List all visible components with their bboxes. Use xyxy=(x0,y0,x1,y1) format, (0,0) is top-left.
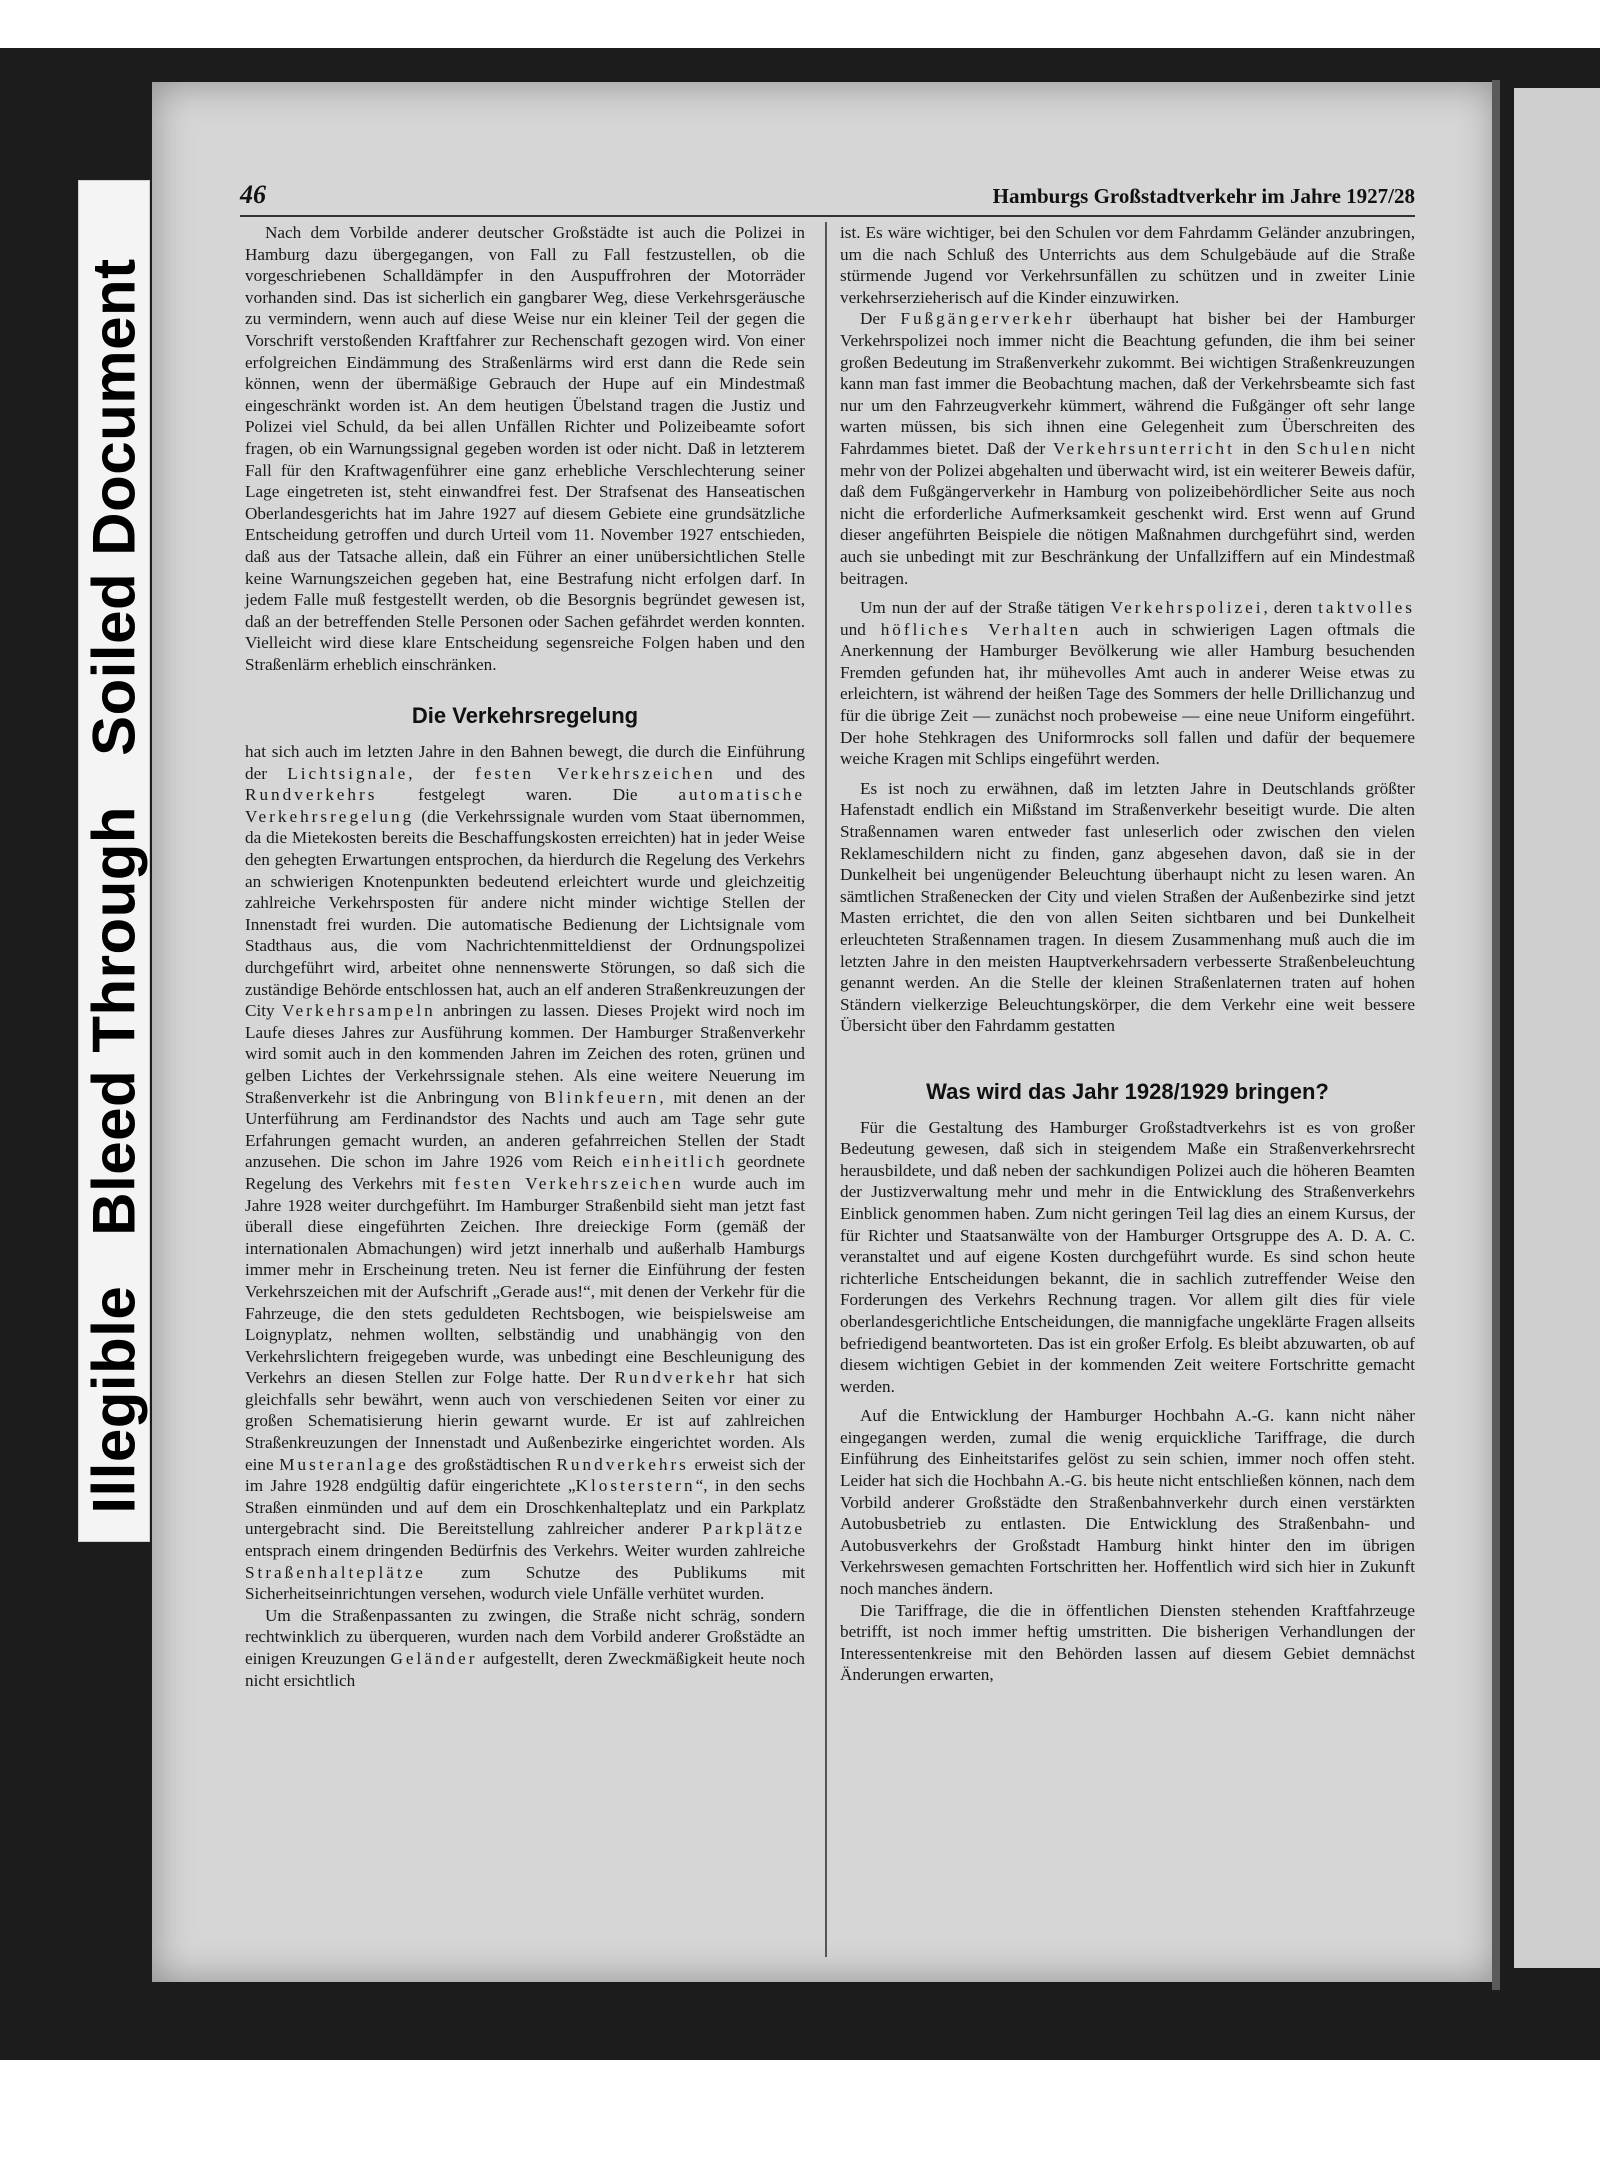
column-divider xyxy=(825,222,827,1957)
adjacent-page-edge xyxy=(1514,88,1600,1968)
label-illegible: Illegible xyxy=(80,1285,148,1514)
top-margin xyxy=(0,0,1600,48)
paragraph: Für die Gestaltung des Hamburger Großstadtverkehrs ist es von großer Bedeutung gewesen, daß sich in steigendem Maße ein Straßenverkehrsrecht herausbildete, und daß neben der sachkundigen Polizei auch die höheren Beamten der Justizverwaltung mehr und mehr in die Entwicklung des Straßenverkehrs Einblick genommen haben. Zum nicht geringen Teil lag dies an einem Kursus, der für Richter und Staatsanwälte von der Hamburger Ortsgruppe des A. D. A. C. veranstaltet und auf eigene Kosten durchgeführt wurde. Es sind schon heute richterliche Entscheidungen bekannt, die in sachlich zutreffender Weise den Forderungen des Verkehrs Rechnung tragen. Vor allem gilt dies für viele oberlandesgerichtliche Entscheidungen, die mannigfache ungeklärte Fragen allseits befriedigend beantworteten. Das ist ein großer Erfolg. Es bleibt abzuwarten, ob auf diesem wichtigen Gebiet in der kommenden Zeit weitere Fortschritte gemacht werden. xyxy=(840,1117,1415,1396)
page-number: 46 xyxy=(240,180,266,209)
label-soiled-document: Soiled Document xyxy=(80,258,148,756)
label-bleed-through: Bleed Through xyxy=(80,805,148,1236)
paragraph: Auf die Entwicklung der Hamburger Hochbahn A.-G. kann nicht näher eingegangen werden, zumal die wenig erquickliche Tariffrage, die durch Einführung des Einheitstarifes gelöst zu sein schien, immer noch offen steht. Leider hat sich die Hochbahn A.-G. bis heute nicht entschließen können, nach dem Vorbild anderer Großstädte den Straßenbahnverkehr durch einen verstärkten Autobusbetrieb zu entlasten. Die Entwicklung des Straßenbahn- und Autobusverkehrs der Großstadt Hamburg hinkt hinter den im übrigen Verkehrswesen gemachten Fortschritten her. Hoffentlich wird sich hier in Zukunft noch manches ändern. xyxy=(840,1406,1415,1599)
paragraph: Die Tariffrage, die die in öffentlichen Diensten stehenden Kraftfahrzeuge betrifft, ist noch immer heftig umstritten. Die bisherigen Verhandlungen der Interessentenkreise mit den Behörden lassen auf diesem Gebiet demnächst Änderungen erwarten, xyxy=(840,1600,1415,1685)
paragraph: Nach dem Vorbilde anderer deutscher Großstädte ist auch die Polizei in Hamburg dazu übergegangen, von Fall zu Fall festzustellen, ob die vorgeschriebenen Schalldämpfer in den Auspuffrohren der Motorräder vorhanden sind. Das ist sicherlich ein gangbarer Weg, diese Verkehrsgeräusche zu vermindern, wenn auch auf diese Weise nur ein kleiner Teil der gegen die Vorschrift verstoßenden Kraftfahrer zur Rechenschaft gezogen wird. Von einer erfolgreichen Eindämmung des Straßenlärms wird erst dann die Rede sein können, wenn der übermäßige Gebrauch der Hupe auf ein Mindestmaß eingeschränkt worden ist. An dem heutigen Übelstand tragen die Justiz und Polizei viel Schuld, da bei allen Unfällen Richter und Polizeibeamte sofort fragen, ob ein Warnungssignal gegeben worden ist oder nicht. Daß in letzterem Fall für den Kraftwagenführer eine ganz erhebliche Verschlechterung seiner Lage eingetreten ist, steht einwandfrei fest. Der Strafsenat des Hanseatischen Oberlandesgerichts hat im Jahre 1927 auf diesem Gebiete eine grundsätzliche Entscheidung getroffen und durch Urteil vom 11. November 1927 entschieden, daß aus der Tatsache allein, daß ein Führer an einer unübersichtlichen Stelle keine Warnungszeichen gegeben hat, eine Bestrafung nicht erfolgen darf. In jedem Falle muß festgestellt werden, ob die Besorgnis begründet gewesen ist, daß an der betreffenden Stelle Personen oder Sachen gefährdet werden konnten. Vielleicht wird diese klare Entscheidung segensreiche Folgen haben und den Straßenlärm erheblich einschränken. xyxy=(245,223,805,674)
quality-labels xyxy=(80,208,149,1513)
section-heading: Was wird das Jahr 1928/1929 bringen? xyxy=(926,1078,1329,1104)
paragraph: hat sich auch im letzten Jahre in den Bahnen bewegt, die durch die Einführung der Lichtsignale, der festen Verkehrszeichen und des Rundverkehrs festgelegt waren. Die automatische Verkehrsregelung (die Verkehrssignale wurden vom Staat übernommen, da die Mietekosten bereits die Beschaffungskosten erreichten) hat in jeder Weise den gehegten Erwartungen entsprochen, da hierdurch die Regelung des Verkehrs an schwierigen Knotenpunkten bedeutend erleichtert wurde und gleichzeitig zahlreiche Verkehrsposten für andere nicht minder wichtige Stellen der Innenstadt frei wurden. Die automatische Bedienung der Lichtsignale vom Stadthaus aus, die vom Nachrichtenmitteldienst der Ordnungspolizei durchgeführt wird, arbeitet ohne nennenswerte Störungen, so daß sich die zuständige Behörde entschlossen hat, auch an elf anderen Straßenkreuzungen der City Verkehrsampeln anbringen zu lassen. Dieses Projekt wird noch im Laufe dieses Jahres zur Ausführung kommen. Der Hamburger Straßenverkehr wird somit auch in den kommenden Jahren im Zeichen des roten, grünen und gelben Lichtes der Verkehrssignale stehen. Als eine weitere Neuerung im Straßenverkehr ist die Anbringung von Blinkfeuern, mit denen an der Unterführung am Ferdinandstor des Nachts und auch am Tage sehr gute Erfahrungen gemacht wurden, an anderen gefahrreichen Stellen der Stadt anzusehen. Die schon im Jahre 1926 vom Reich einheitlich geordnete Regelung des Verkehrs mit festen Verkehrszeichen wurde auch im Jahre 1928 weiter durchgeführt. Im Hamburger Straßenbild sieht man jetzt fast überall diese eingeführten Zeichen. Ihre dreieckige Form (gemäß der internationalen Abmachungen) wird jetzt innerhalb und außerhalb Hamburgs immer mehr in Erscheinung treten. Neu ist ferner die Einführung der festen Verkehrszeichen mit der Aufschrift „Gerade aus!“, mit denen der Verkehr für die Fahrzeuge, die den stets geduldeten Rechtsbogen, wie beispielsweise am Loignyplatz, nehmen wollten, selbständig und unabhängig von den Verkehrslichtern freigegeben wurde, was unbedingt eine Beschleunigung des Verkehrs an diesen Stellen zur Folge hatte. Der Rundverkehr hat sich gleichfalls sehr bewährt, wenn auch von verschiedenen Seiten vor einer zu großen Schematisierung hierin gewarnt wurde. Er ist auf zahlreichen Straßenkreuzungen der Innenstadt und Außenbezirke eingerichtet worden. Als eine Musteranlage des großstädtischen Rundverkehrs erweist sich der im Jahre 1928 endgültig dafür eingerichtete „Klosterstern“, in den sechs Straßen einmünden und auf dem ein Droschkenhalteplatz und ein Parkplatz untergebracht sind. Die Bereitstellung zahlreicher anderer Parkplätze entsprach einem dringenden Bedürfnis des Verkehrs. Weiter wurden zahlreiche Straßenhalteplätze zum Schutze des Publikums mit Sicherheitseinrichtungen versehen, wodurch viele Unfälle verhütet wurden. xyxy=(245,742,806,1604)
paragraph: Es ist noch zu erwähnen, daß im letzten Jahre in Deutschlands größter Hafenstadt endlich ein Mißstand im Straßenverkehr beseitigt wurde. Die alten Straßennamen waren entweder fast unleserlich oder zwischen den vielen Reklameschildern nicht zu finden, ganz abgesehen davon, daß sie in der Dunkelheit bei ungenügender Beleuchtung überhaupt nicht zu lesen waren. An sämtlichen Straßenecken der City und vielen Straßen der Außenbezirke sind jetzt Masten errichtet, die den von allen Seiten sichtbaren und bei Dunkelheit erleuchteten Straßennamen tragen. In diesem Zusammenhang muß auch die im letzten Jahre in den meisten Hauptverkehrsadern verbesserte Straßenbeleuchtung genannt werden. An die Stelle der kleinen Straßenlaternen traten auf hohen Ständern vielkerzige Beleuchtungskörper, die dem Verkehr eine weit bessere Übersicht über den Fahrdamm gestatten xyxy=(840,778,1415,1036)
section-heading: Die Verkehrsregelung xyxy=(411,703,639,729)
bottom-margin xyxy=(0,2060,1600,2177)
running-head: Hamburgs Großstadtverkehr im Jahre 1927/28 xyxy=(992,184,1415,208)
paragraph: Der Fußgängerverkehr überhaupt hat bisher bei der Hamburger Verkehrspolizei noch immer nicht die Beachtung gefunden, die ihm bei seiner großen Bedeutung im Straßenverkehr zukommt. Bei wichtigen Straßenkreuzungen kann man fast immer die Beobachtung machen, daß der Verkehrsbeamte sich fast nur um den Fahrzeugverkehr kümmert, während die Fußgänger oft sehr lange warten müssen, bis sich ihnen eine Gelegenheit zum Überschreiten des Fahrdammes bietet. Daß der Verkehrsunterricht in den Schulen nicht mehr von der Polizei abgehalten und überwacht wird, ist ein weiterer Beweis dafür, daß dem Fußgängerverkehr in Hamburg von polizeibehördlicher Seite aus noch nicht die erforderliche Aufmerksamkeit geschenkt wird. Erst wenn auf Grund dieser angeführten Beispiele die nötigen Maßnahmen durchgeführt sind, werden auch sie unbedingt mit zur Beschränkung der Unfallziffern auf ein Mindestmaß beitragen. xyxy=(840,309,1415,588)
page-header xyxy=(240,180,1415,214)
right-column xyxy=(840,222,1415,1686)
page-gutter xyxy=(1492,80,1500,1990)
paragraph: Um nun der auf der Straße tätigen Verkehrspolizei, deren taktvolles und höfliches Verhalten auch in schwierigen Lagen oftmals die Anerkennung der Hamburger Bevölkerung wie aller Hamburg besuchenden Fremden gefunden hat, ihr mühevolles Amt auch in anderer Weise etwas zu erleichtern, ist während der heißen Tage des Sommers der helle Drillichanzug und für die übrige Zeit — zunächst noch probeweise — eine neue Uniform eingeführt. Der hohe Stehkragen des Uniformrocks soll fallen und dafür der bequemere weiche Kragen mit Schlips eingeführt werden. xyxy=(840,598,1416,769)
quality-label-strip xyxy=(78,180,150,1542)
left-column xyxy=(245,222,805,1691)
paragraph: ist. Es wäre wichtiger, bei den Schulen vor dem Fahrdamm Geländer anzubringen, um die nach Schluß des Unterrichts aus dem Schulgebäude auf die Straße stürmende Jugend vor Verkehrsunfällen zu schützen und in zweiter Linie verkehrserzieherisch auf die Kinder einzuwirken. xyxy=(840,223,1415,307)
header-rule xyxy=(240,215,1415,217)
paragraph: Um die Straßenpassanten zu zwingen, die Straße nicht schräg, sondern rechtwinklich zu überqueren, wurden nach dem Vorbild anderer Großstädte an einigen Kreuzungen Geländer aufgestellt, deren Zweckmäßigkeit heute noch nicht ersichtlich xyxy=(245,1605,805,1690)
